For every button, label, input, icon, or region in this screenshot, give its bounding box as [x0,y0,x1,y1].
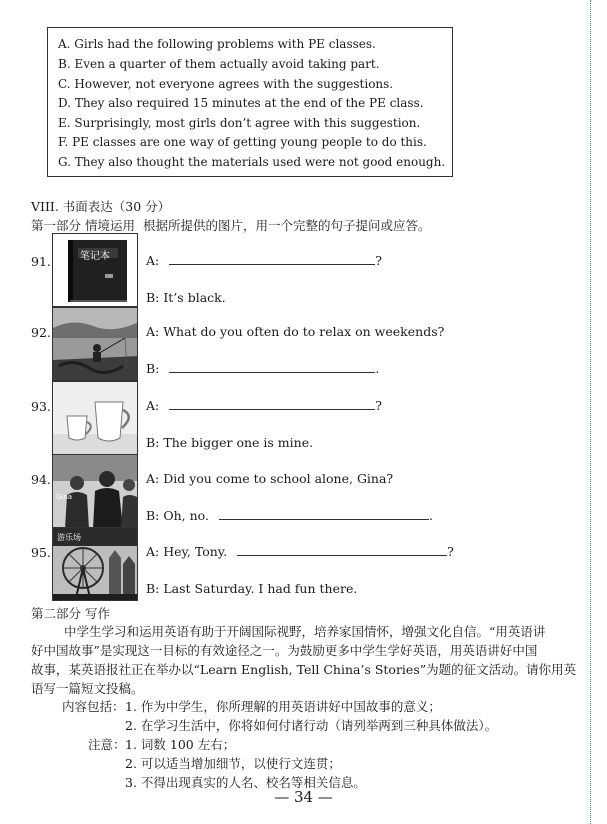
answer-line-a [146,544,454,559]
question-number: 93. [31,399,51,414]
answer-line-b: B: The bigger one is mine. [146,435,314,450]
answer-blank[interactable] [237,544,447,556]
fishing-illustration [53,308,138,381]
options-box [47,27,453,177]
part1-title: 第一部分 情境运用 [31,218,135,233]
answer-blank[interactable] [219,508,429,520]
cups-picture [52,381,138,455]
notebook-illustration [53,234,138,307]
speaker-b: B: [146,361,160,376]
answer-line-b: B: It’s black. [146,290,226,305]
fishing-picture [52,307,138,381]
answer-blank[interactable] [169,398,375,410]
friends-picture [52,454,138,528]
punctuation: . [428,508,433,523]
prompt-line-4: 语写一篇短文投稿。 [31,681,144,696]
prompt-line-1: 中学生学习和运用英语有助于开阔国际视野，培养家国情怀，增强文化自信。“用英语讲 [64,624,546,639]
cups-illustration [53,382,138,455]
note-item: 3. 不得出现真实的人名、校名等相关信息。 [125,775,366,790]
section-title: VIII. 书面表达（30 分） [31,199,171,214]
picture-label: Gina [56,493,73,501]
punctuation: ? [375,398,382,413]
content-item: 1. 作为中学生，你所理解的用英语讲好中国故事的意义； [125,699,441,714]
prompt-line-3: 故事，某英语报社正在举办以“Learn English, Tell China’s Stories”为题的征文活动。请你用英 [31,662,577,677]
speaker-a: A: [146,398,160,413]
punctuation: . [375,361,380,376]
option-e: E. Surprisingly, most girls don’t agree with this suggestion. [58,116,421,130]
answer-line-b [146,361,379,376]
part1-heading [31,216,430,234]
prompt-line-2: 好中国故事”是实现这一目标的有效途径之一。为鼓励更多中学生学好英语，用英语讲好中国 [31,643,538,658]
note-item: 1. 词数 100 左右； [125,737,236,752]
answer-line-a [146,398,382,413]
question-number: 95. [31,545,51,560]
option-c: C. However, not everyone agrees with the suggestions. [58,77,394,91]
picture-label: 笔记本 [80,251,110,262]
answer-line-a: A: What do you often do to relax on weekends? [146,324,445,339]
question-number: 92. [31,325,51,340]
answer-line-b: B: Last Saturday. I had fun there. [146,581,358,596]
content-label: 内容包括： [62,699,125,714]
answer-blank[interactable] [169,253,375,265]
friends-illustration [53,455,138,528]
content-item: 2. 在学习生活中，你将如何付诸行动（请列举两到三种具体做法）。 [125,718,498,733]
speaker-a: A: Hey, Tony. [146,544,228,559]
speaker-b: B: Oh, no. [146,508,209,523]
amusement-park-picture [52,527,138,601]
punctuation: ? [447,544,454,559]
option-g: G. They also thought the materials used were not good enough. [58,155,446,169]
punctuation: ? [375,253,382,268]
note-item: 2. 可以适当增加细节，以使行文连贯； [125,756,341,771]
option-a: A. Girls had the following problems with PE classes. [58,37,376,51]
question-number: 91. [31,254,51,269]
picture-label: 游乐场 [57,533,81,542]
part1-instruction: 根据所提供的图片，用一个完整的句子提问或应答。 [142,218,431,233]
page-number: — 34 — [274,788,333,806]
option-b: B. Even a quarter of them actually avoid taking part. [58,57,380,71]
answer-line-a: A: Did you come to school alone, Gina? [146,471,394,486]
speaker-a: A: [146,253,160,268]
notebook-picture [52,233,138,307]
question-number: 94. [31,472,51,487]
answer-line-a [146,253,382,268]
option-d: D. They also required 15 minutes at the end of the PE class. [58,96,424,110]
answer-line-b [146,508,433,523]
answer-blank[interactable] [169,361,375,373]
option-f: F. PE classes are one way of getting young people to do this. [58,135,427,149]
part2-title: 第二部分 写作 [31,606,110,621]
note-label: 注意： [88,737,126,752]
binding-margin-line [590,0,591,824]
